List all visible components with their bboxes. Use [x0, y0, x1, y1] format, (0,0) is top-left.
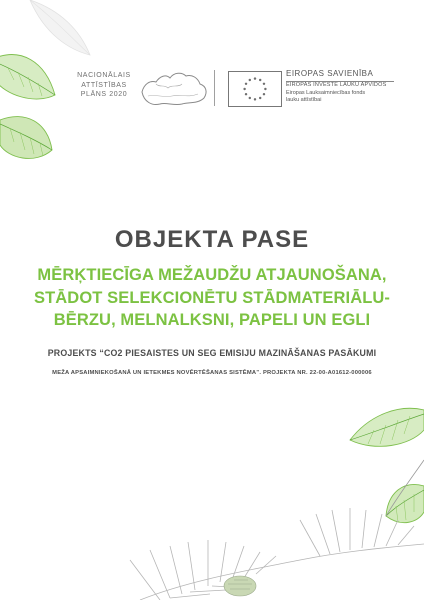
subtitle-line: STĀDOT SELEKCIONĒTU STĀDMATERIĀLU-: [34, 288, 390, 307]
eu-stars: [243, 77, 266, 100]
pine-cone-icon: [224, 576, 256, 596]
eu-flag-icon: [228, 71, 282, 107]
page-subtitle: [10, 264, 414, 332]
leaf-shape: [350, 408, 424, 446]
decorative-pine-branch: [100, 490, 424, 600]
logo-block: [60, 66, 387, 110]
nap-logo-text: NACIONĀLAIS ATTĪSTĪBAS PLĀNS 2020: [77, 72, 131, 98]
latvia-map-logo-icon: [138, 70, 210, 108]
project-subline: MEŽA APSAIMNIEKOŠANĀ UN IETEKMES NOVĒRTĒŠANAS SISTĒMA”. PROJEKTA NR. 22-00-A01612-000006: [52, 370, 372, 376]
eu-name: EIROPAS SAVIENĪBA: [286, 69, 374, 78]
subtitle-line: MĒRĶTIECĪGA MEŽAUDŽU ATJAUNOŠANA,: [37, 266, 387, 284]
leaf-shape: [30, 0, 90, 55]
project-line: PROJEKTS “CO2 PIESAISTES UN SEG EMISIJU MAZINĀŠANAS PASĀKUMI: [47, 348, 377, 358]
subtitle-line: BĒRZU, MELNALKSNI, PAPELI UN EGLI: [53, 311, 371, 329]
leaf-shape: [0, 55, 55, 99]
page-title: OBJEKTA PASE: [114, 226, 310, 253]
leaf-shape: [0, 117, 52, 159]
eu-name-underline: [286, 81, 394, 82]
logo-divider: [214, 70, 215, 106]
eu-logo-text: EIROPAS SAVIENĪBA EIROPAS INVESTĒ LAUKU APVIDOS Eiropas Lauksaimniecības fonds lauku attīstībai: [286, 69, 424, 105]
